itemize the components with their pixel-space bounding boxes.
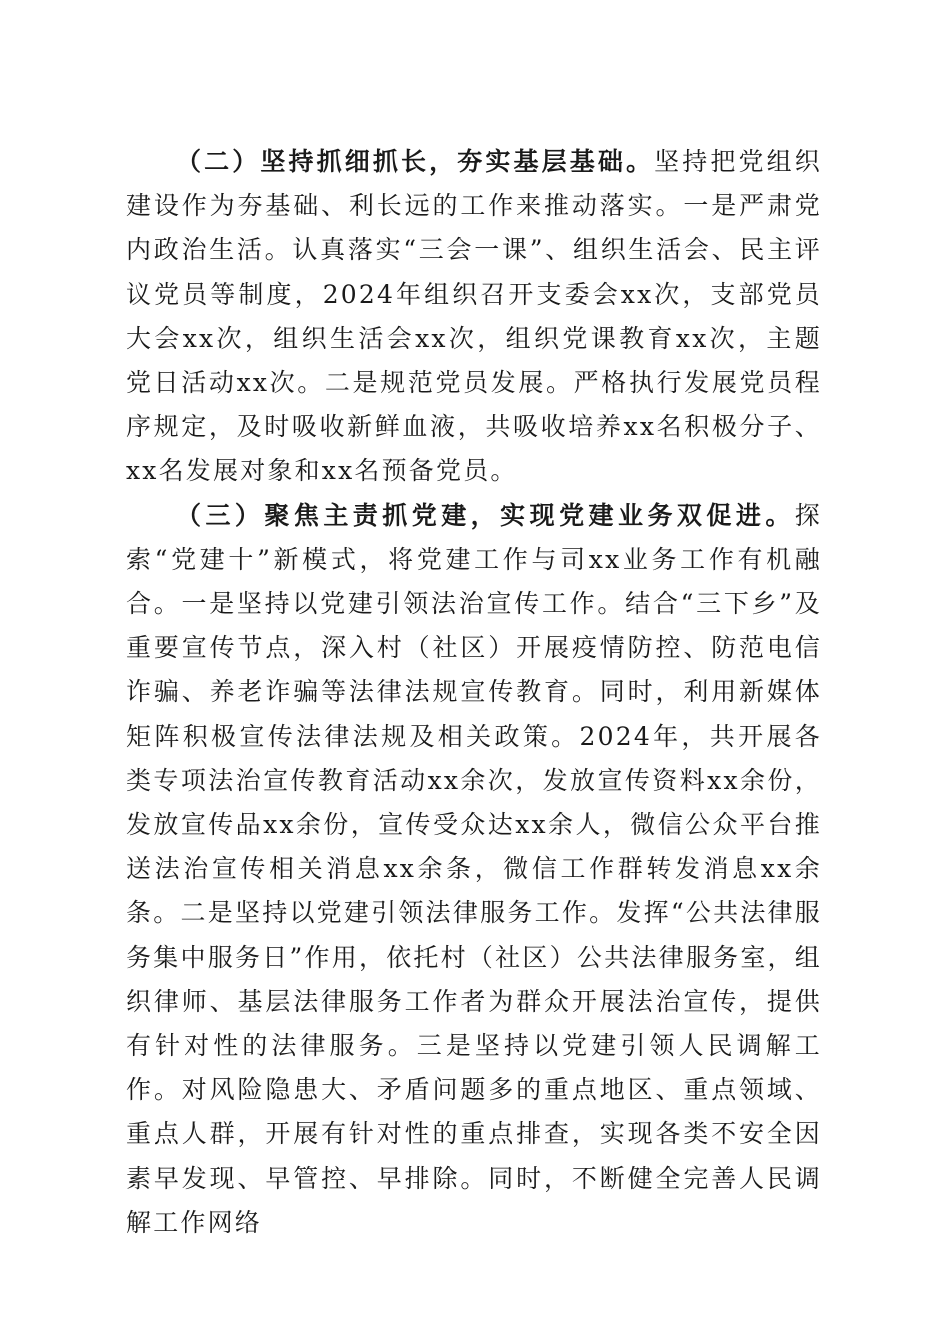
paragraph-section-two [126, 140, 822, 494]
section-two-text: 坚持把党组织建设作为夯基础、利长远的工作来推动落实。一是严肃党内政治生活。认真落实“三会一课”、组织生活会、民主评议党员等制度，2024年组织召开支委会xx次，支部党员大会xx次，组织生活会xx次，组织党课教育xx次，主题党日活动xx次。二是规范党员发展。严格执行发展党员程序规定，及时吸收新鲜血液，共吸收培养xx名积极分子、xx名发展对象和xx名预备党员。 [126, 147, 823, 486]
document-body [126, 140, 822, 1245]
paragraph-section-three [126, 494, 822, 1245]
section-two-heading: （二）坚持抓细抓长，夯实基层基础。 [176, 147, 655, 176]
section-three-heading: （三）聚焦主责抓党建，实现党建业务双促进。 [176, 500, 795, 530]
section-three-text: 探索“党建十”新模式，将党建工作与司xx业务工作有机融合。一是坚持以党建引领法治宣传工作。结合“三下乡”及重要宣传节点，深入村（社区）开展疫情防控、防范电信诈骗、养老诈骗等法律法规宣传教育。同时，利用新媒体矩阵积极宣传法律法规及相关政策。2024年，共开展各类专项法治宣传教育活动xx余次，发放宣传资料xx余份，发放宣传品xx余份，宣传受众达xx余人，微信公众平台推送法治宣传相关消息xx余条，微信工作群转发消息xx余条。二是坚持以党建引领法律服务工作。发挥“公共法律服务集中服务日”作用，依托村（社区）公共法律服务室，组织律师、基层法律服务工作者为群众开展法治宣传，提供有针对性的法律服务。三是坚持以党建引领人民调解工作。对风险隐患大、矛盾问题多的重点地区、重点领域、重点人群，开展有针对性的重点排查，实现各类不安全因素早发现、早管控、早排除。同时，不断健全完善人民调解工作网络 [126, 500, 822, 1237]
